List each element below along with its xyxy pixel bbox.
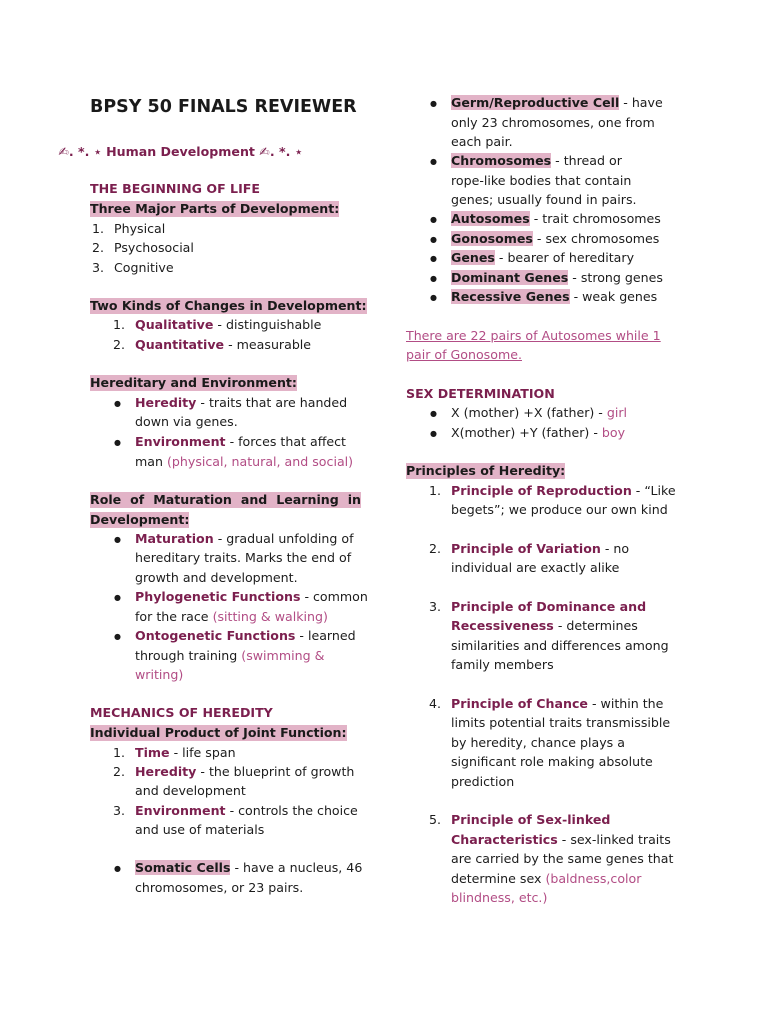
list-item-cont: and development — [135, 783, 246, 798]
list-item-cont: chromosomes, or 23 pairs. — [135, 880, 304, 895]
list-item-cont: significant role making absolute — [451, 754, 653, 769]
list-item-cont: hereditary traits. Marks the end of — [135, 550, 352, 565]
list-item: 2. Psychosocial — [92, 240, 194, 255]
sex-heading: SEX DETERMINATION — [406, 386, 555, 401]
role-heading: Role of Maturation and Learning in — [90, 492, 361, 507]
list-item-cont: Characteristics - sex-linked traits — [451, 832, 671, 847]
list-item-cont: prediction — [451, 774, 515, 789]
mechanics-heading: MECHANICS OF HEREDITY — [90, 705, 273, 720]
list-item: ● Chromosomes - thread or — [451, 153, 622, 169]
list-item-cont: for the race (sitting & walking) — [135, 609, 328, 624]
hered-env-heading: Hereditary and Environment: — [90, 375, 297, 390]
section-subtitle: ✍︎. *. ⋆ Human Development ✍︎. *. ⋆ — [58, 144, 303, 159]
list-item-cont: by heredity, chance plays a — [451, 735, 625, 750]
list-item-cont: are carried by the same genes that — [451, 851, 674, 866]
list-item: ● Dominant Genes - strong genes — [451, 270, 663, 286]
beginning-heading: THE BEGINNING OF LIFE — [90, 181, 260, 196]
list-item: ● Gonosomes - sex chromosomes — [451, 231, 659, 247]
list-item: 5. Principle of Sex-linked — [429, 812, 611, 827]
list-item: ● Genes - bearer of hereditary — [451, 250, 634, 266]
note-text-cont: pair of Gonosome. — [406, 347, 522, 362]
list-item: 2. Quantitative - measurable — [113, 337, 312, 352]
list-item-cont: down via genes. — [135, 414, 238, 429]
joint-heading: Individual Product of Joint Function: — [90, 725, 347, 740]
list-item: 4. Principle of Chance - within the — [429, 696, 664, 711]
note-text: There are 22 pairs of Autosomes while 1 — [406, 328, 661, 343]
list-item-cont: family members — [451, 657, 554, 672]
list-item: ● Phylogenetic Functions - common — [135, 589, 368, 605]
list-item: 2. Heredity - the blueprint of growth — [113, 764, 355, 779]
list-item-cont: each pair. — [451, 134, 513, 149]
list-item-cont: individual are exactly alike — [451, 560, 620, 575]
list-item-cont: determine sex (baldness,color — [451, 871, 642, 886]
list-item: 1. Physical — [92, 221, 166, 236]
three-parts-heading: Three Major Parts of Development: — [90, 201, 340, 216]
list-item-cont: man (physical, natural, and social) — [135, 454, 354, 469]
list-item-cont: Recessiveness - determines — [451, 618, 638, 633]
list-item: ● Heredity - traits that are handed — [135, 395, 361, 411]
list-item: 1. Time - life span — [113, 745, 236, 760]
list-item: ● Autosomes - trait chromosomes — [451, 211, 661, 227]
list-item: ● Ontogenetic Functions - learned — [135, 628, 356, 644]
list-item-cont: through training (swimming & — [135, 648, 325, 663]
list-item-cont: begets”; we produce our own kind — [451, 502, 668, 517]
list-item: 3. Principle of Dominance and — [429, 599, 647, 614]
list-item-cont: and use of materials — [135, 822, 265, 837]
list-item: 1. Principle of Reproduction - “Like — [429, 483, 676, 498]
list-item: ● Somatic Cells - have a nucleus, 46 — [135, 860, 362, 876]
list-item: 2. Principle of Variation - no — [429, 541, 630, 556]
page-title: BPSY 50 FINALS REVIEWER — [90, 97, 357, 117]
list-item-cont: writing) — [135, 667, 184, 682]
list-item: ● Maturation - gradual unfolding of — [135, 531, 354, 547]
list-item-cont: growth and development. — [135, 570, 298, 585]
principles-heading: Principles of Heredity: — [406, 463, 566, 478]
list-item-cont: similarities and differences among — [451, 638, 669, 653]
list-item: ● Environment - forces that affect — [135, 434, 346, 450]
list-item: 3. Environment - controls the choice — [113, 803, 358, 818]
list-item: ● Recessive Genes - weak genes — [451, 289, 657, 305]
list-item-cont: rope-like bodies that contain — [451, 173, 632, 188]
list-item: ● X (mother) +X (father) - girl — [451, 405, 627, 421]
list-item-cont: genes; usually found in pairs. — [451, 192, 637, 207]
list-item: 3. Cognitive — [92, 260, 174, 275]
list-item: ● X(mother) +Y (father) - boy — [451, 425, 625, 441]
list-item: ● Germ/Reproductive Cell - have — [451, 95, 663, 111]
list-item: 1. Qualitative - distinguishable — [113, 317, 322, 332]
list-item-cont: only 23 chromosomes, one from — [451, 115, 655, 130]
list-item-cont: blindness, etc.) — [451, 890, 548, 905]
role-heading-cont: Development: — [90, 512, 190, 527]
list-item-cont: limits potential traits transmissible — [451, 715, 671, 730]
two-kinds-heading: Two Kinds of Changes in Development: — [90, 298, 367, 313]
